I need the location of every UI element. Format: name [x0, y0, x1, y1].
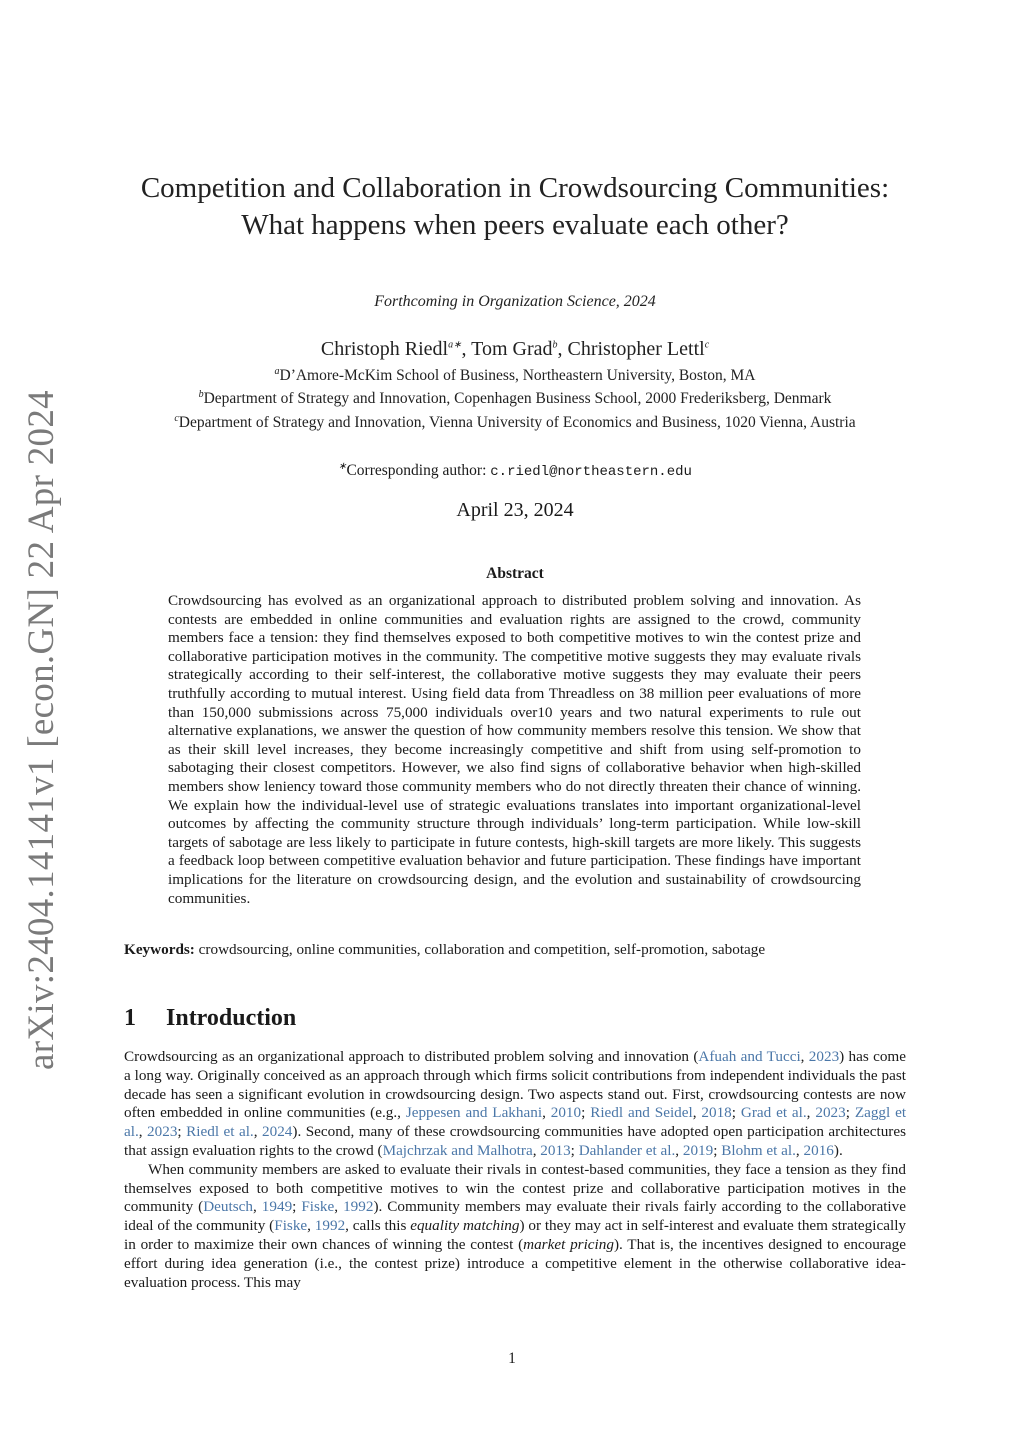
- text-run: ,: [800, 1048, 809, 1065]
- affiliation-c-marker: c: [174, 412, 179, 424]
- citation-link[interactable]: 2010: [550, 1104, 582, 1122]
- citation-link[interactable]: 1992: [343, 1198, 374, 1216]
- citation-link[interactable]: 2024: [262, 1123, 293, 1141]
- introduction-body: [124, 1048, 906, 1292]
- text-run: ,: [692, 1104, 702, 1122]
- citation-link[interactable]: 1949: [261, 1198, 293, 1216]
- keywords-label: Keywords:: [124, 941, 195, 958]
- text-run: ,: [253, 1198, 262, 1216]
- italic-term: market pricing: [523, 1235, 614, 1253]
- page-number: 1: [508, 1350, 516, 1367]
- citation-link[interactable]: Riedl et al.: [186, 1123, 254, 1141]
- citation-link[interactable]: Blohm et al.: [721, 1141, 796, 1159]
- text-run: ,: [795, 1141, 804, 1159]
- citation-link[interactable]: 2023: [815, 1104, 846, 1122]
- author-1: Christoph Riedl: [320, 338, 449, 360]
- citation-link[interactable]: 2023: [808, 1048, 840, 1065]
- italic-term: equality matching: [410, 1217, 520, 1235]
- citation-link[interactable]: Jeppesen and Lakhani: [405, 1104, 543, 1122]
- text-run: ,: [542, 1104, 551, 1122]
- text-run: ). Community members may evaluate their rivals fairly according to the collaborative ideal of the community (: [124, 1198, 906, 1235]
- paragraph-1: [124, 1048, 906, 1161]
- text-run: ,: [532, 1141, 541, 1159]
- abstract-heading: Abstract: [486, 565, 544, 582]
- section-title: Introduction: [166, 1005, 297, 1031]
- text-run: , calls this: [345, 1217, 411, 1235]
- author-1-marker: a∗: [448, 339, 462, 351]
- author-list: Christoph Riedl$^{a∗}$, Tom Grad$^b$, Christopher Lettl$^c$: [320, 338, 710, 360]
- section-number: 1: [124, 1005, 136, 1031]
- corresponding-marker: ∗: [338, 460, 347, 472]
- text-run: ;: [177, 1123, 187, 1141]
- text-run: ;: [570, 1141, 579, 1159]
- affiliation-c: [100, 414, 930, 432]
- corresponding-author: [100, 462, 930, 480]
- citation-link[interactable]: Riedl and Seidel: [590, 1104, 693, 1122]
- citation-link[interactable]: 2013: [540, 1141, 571, 1159]
- paper-date: April 23, 2024: [456, 499, 574, 521]
- text-run: ;: [292, 1198, 302, 1216]
- text-run: ).: [833, 1141, 843, 1159]
- text-run: ;: [713, 1141, 722, 1159]
- text-run: ,: [334, 1198, 344, 1216]
- venue-note: Forthcoming in Organization Science, 2024: [374, 293, 656, 310]
- text-run: ,: [138, 1123, 148, 1141]
- citation-link[interactable]: Afuah and Tucci: [698, 1048, 801, 1065]
- citation-link[interactable]: 2018: [701, 1104, 732, 1122]
- citation-link[interactable]: 2023: [147, 1123, 178, 1141]
- citation-link[interactable]: 2016: [803, 1141, 834, 1159]
- corresponding-email-link[interactable]: c.riedl@northeastern.edu: [490, 464, 692, 480]
- text-run: ,: [806, 1104, 816, 1122]
- citation-link[interactable]: Dahlander et al.: [578, 1141, 676, 1159]
- author-2: Tom Grad: [471, 338, 553, 360]
- text-run: ;: [731, 1104, 741, 1122]
- affiliation-c-text: Department of Strategy and Innovation, Vienna University of Economics and Business, 1020 Vienna, Austria: [178, 414, 856, 431]
- paragraph-2: [124, 1161, 906, 1293]
- title-line-2: What happens when peers evaluate each other?: [241, 209, 789, 241]
- keywords-list: crowdsourcing, online communities, collaboration and competition, self-promotion, sabotage: [198, 941, 766, 958]
- text-run: ) has come a long way. Originally conceived as an approach through which firms solicit contributions from independent individuals the past decade has seen a significant evolution in crowdsourcing design. Two aspects stand out. First, crowdsourcing contests are now often embedded in online communities (e.g.,: [124, 1048, 906, 1122]
- affiliation-b-text: Department of Strategy and Innovation, Copenhagen Business School, 2000 Frederiksberg, Denmark: [203, 390, 832, 407]
- keywords: [124, 941, 906, 959]
- text-run: ,: [675, 1141, 683, 1159]
- text-run: Crowdsourcing as an organizational approach to distributed problem solving and innovation (: [124, 1048, 699, 1065]
- affiliation-b-marker: b: [198, 388, 204, 400]
- citation-link[interactable]: Majchrzak and Malhotra: [382, 1141, 533, 1159]
- author-3-marker: c: [704, 339, 710, 351]
- affiliation-a-marker: a: [274, 365, 280, 377]
- citation-link[interactable]: 1992: [314, 1217, 346, 1235]
- abstract-text: Crowdsourcing has evolved as an organizational approach to distributed problem solving and innovation. As contests are embedded in online communities and evaluation rights are assigned to the crowd, community members face a tension: they find themselves exposed to both competitive motives to win the contest prize and collaborative participation motives in the community. The competitive motive suggests they may evaluate rivals strategically according to their self-interest, the collaborative motive suggests they may evaluate their peers truthfully according to mutual interest. Using field data from Threadless on 38 million peer evaluations of more than 150,000 submissions across 75,000 individuals over10 years and two natural experiments to rule out alternative explanations, we answer the question of how community members resolve this tension. We show that as their skill level increases, they become increasingly competitive and shift from using self-promotion to sabotaging their closest competitors. However, we also find signs of collaborative behavior when high-skilled members show leniency toward those community members who do not directly threaten their chance of winning. We explain how the individual-level use of strategic evaluations translates into important organizational-level outcomes by affecting the community structure through individuals’ long-term participation. While low-skill targets of sabotage are less likely to participate in future contests, high-skill targets are more likely. This suggests a feedback loop between competitive evaluation behavior and future participation. These findings have important implications for the literature on crowdsourcing design, and the evolution and sustainability of crowdsourcing communities.: [168, 592, 861, 907]
- affiliation-b: [100, 390, 930, 408]
- paper-title: [100, 170, 930, 244]
- text-run: ;: [845, 1104, 855, 1122]
- text-run: ). That is, the incentives designed to encourage effort during idea generation (i.e., the contest prize) introduce a competitive element in the otherwise collaborative idea-evaluation process. This may: [124, 1235, 906, 1291]
- citation-link[interactable]: Zaggl et al.: [124, 1104, 907, 1141]
- text-run: ,: [253, 1123, 263, 1141]
- author-3: Christopher Lettl: [567, 338, 705, 360]
- text-run: ;: [581, 1104, 591, 1122]
- citation-link[interactable]: 2019: [682, 1141, 714, 1159]
- citation-link[interactable]: Deutsch: [203, 1198, 253, 1216]
- citation-link[interactable]: Fiske: [274, 1217, 308, 1235]
- text-run: ). Second, many of these crowdsourcing communities have adopted open participation architectures that assign evaluation rights to the crowd (: [124, 1123, 906, 1159]
- author-2-marker: b: [552, 339, 558, 351]
- affiliation-a-text: D’Amore-McKim School of Business, Northeastern University, Boston, MA: [279, 367, 756, 384]
- arxiv-identifier-stamp: arXiv:2404.14141v1 [econ.GN] 22 Apr 2024: [21, 390, 62, 1070]
- title-line-1: Competition and Collaboration in Crowdsourcing Communities:: [140, 172, 890, 204]
- text-run: ) or they may act in self-interest and evaluate them strategically in order to maximize their own chances of winning the contest (: [124, 1217, 907, 1253]
- citation-link[interactable]: Fiske: [301, 1198, 335, 1216]
- text-run: When community members are asked to evaluate their rivals in contest-based communities, they face a tension as they find themselves exposed to both competitive motives to win the contest prize and collaborative participation motives in the community (: [124, 1160, 906, 1216]
- citation-link[interactable]: Grad et al.: [740, 1104, 807, 1122]
- affiliation-a: [100, 367, 930, 385]
- corresponding-label: Corresponding author:: [346, 462, 491, 479]
- section-heading-introduction: [124, 1005, 296, 1032]
- text-run: ,: [307, 1217, 315, 1235]
